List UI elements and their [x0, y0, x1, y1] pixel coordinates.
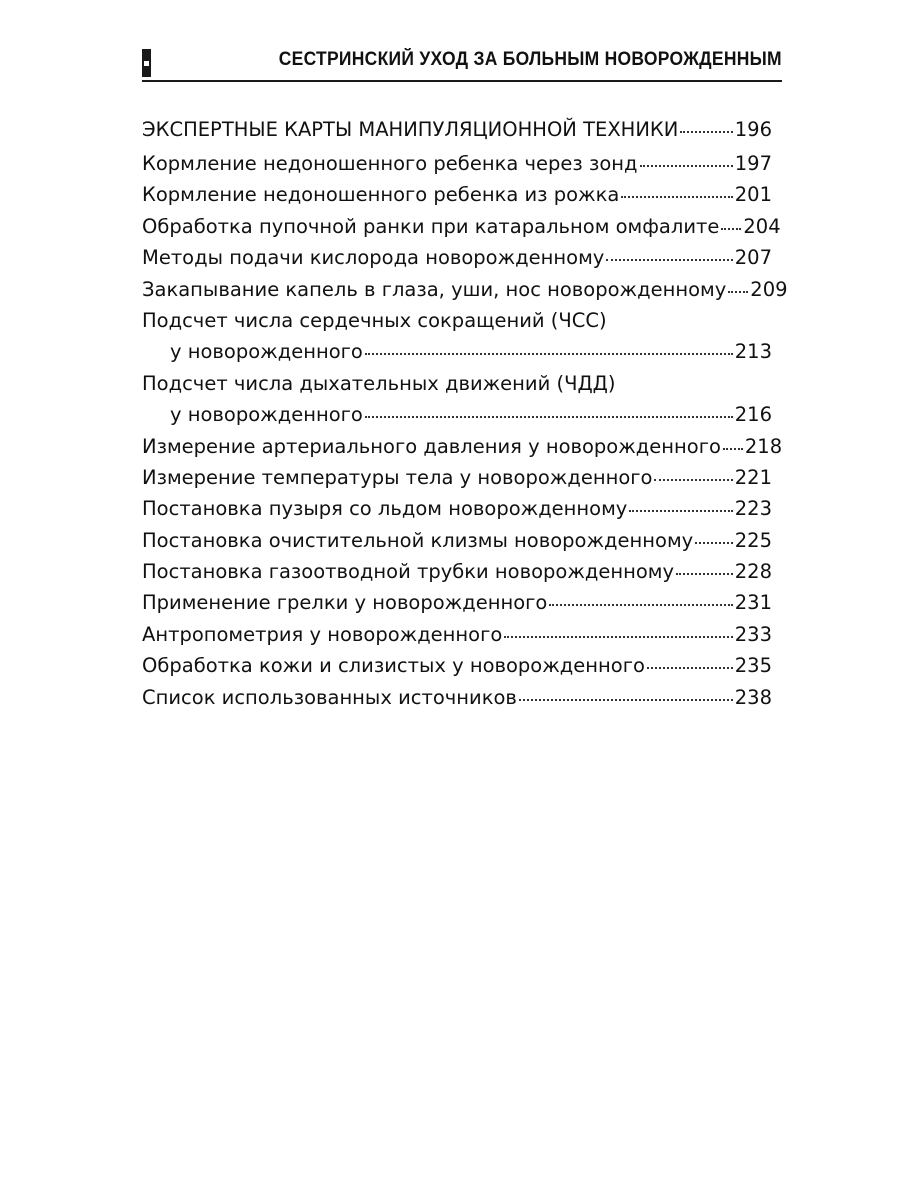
dot-leader: [606, 257, 732, 261]
toc-entry-title: Измерение артериального давления у новорожденного: [142, 434, 721, 458]
toc-page-number: 204: [743, 214, 781, 238]
toc-page-number: 218: [744, 434, 783, 458]
toc-entry: [142, 587, 772, 618]
toc-page-number: 213: [734, 340, 772, 364]
toc-entry-title: Измерение температуры тела у новорожденного: [142, 465, 653, 489]
toc-entry: [142, 112, 772, 148]
header-marker-icon: [142, 49, 151, 77]
header-rule: [142, 80, 782, 82]
toc-page-number: 197: [734, 152, 772, 175]
toc-entry-title: Постановка газоотводной трубки новорожденному: [142, 560, 675, 584]
toc-entry-title: Постановка очистительной клизмы новорожденному: [142, 528, 694, 552]
toc-entry-title: Методы подачи кислорода новорожденному: [142, 246, 605, 270]
header-title: СЕСТРИНСКИЙ УХОД ЗА БОЛЬНЫМ НОВОРОЖДЕННЫМ: [278, 49, 782, 70]
toc-entry: [142, 211, 781, 242]
dot-leader: [621, 194, 732, 198]
table-of-contents: [142, 112, 788, 713]
toc-entry: [142, 274, 788, 305]
toc-entry-title: Постановка пузыря со льдом новорожденному: [142, 497, 628, 521]
toc-page-number: 201: [734, 183, 772, 207]
toc-entry-title: Кормление недоношенного ребенка из рожка: [142, 183, 620, 207]
dot-leader: [680, 129, 732, 133]
dot-leader: [365, 351, 733, 355]
dot-leader: [676, 571, 733, 575]
dot-leader: [549, 602, 732, 606]
dot-leader: [519, 697, 733, 701]
toc-entry: [142, 650, 772, 681]
toc-entry: [142, 368, 772, 399]
toc-entry-title-continuation: у новорожденного: [170, 403, 363, 427]
toc-page-number: 238: [734, 685, 772, 709]
toc-entry: [142, 305, 772, 336]
dot-leader: [721, 226, 741, 230]
toc-page-number: 235: [734, 654, 772, 678]
toc-entry: [142, 242, 772, 273]
toc-entry: [142, 556, 772, 587]
toc-entry-continuation: [142, 336, 772, 367]
dot-leader: [504, 634, 732, 638]
dot-leader: [728, 289, 748, 293]
toc-page-number: 207: [734, 246, 772, 270]
toc-page-number: 209: [750, 277, 788, 301]
toc-entry: [142, 619, 772, 650]
toc-entry-title: Закапывание капель в глаза, уши, нос новорожденному: [142, 277, 727, 301]
toc-entry-title: Кормление недоношенного ребенка через зонд: [142, 152, 638, 175]
dot-leader: [640, 163, 733, 167]
toc-entry-title: ЭКСПЕРТНЫЕ КАРТЫ МАНИПУЛЯЦИОННОЙ ТЕХНИКИ: [142, 118, 679, 141]
toc-page-number: 233: [734, 622, 772, 646]
toc-page-number: 225: [734, 528, 772, 552]
toc-entry: [142, 462, 772, 493]
toc-entry-title: Применение грелки у новорожденного: [142, 591, 548, 615]
dot-leader: [654, 477, 732, 481]
toc-entry-title: Обработка кожи и слизистых у новорожденного: [142, 654, 645, 678]
toc-entry: [142, 493, 772, 524]
dot-leader: [647, 665, 733, 669]
toc-page-number: 216: [734, 403, 772, 427]
toc-entry-title: Подсчет числа дыхательных движений (ЧДД): [142, 371, 616, 395]
toc-entry: [142, 682, 772, 713]
dot-leader: [723, 446, 743, 450]
dot-leader: [695, 540, 733, 544]
toc-entry-continuation: [142, 399, 772, 430]
toc-entry-title-continuation: у новорожденного: [170, 340, 363, 364]
toc-entry: [142, 431, 783, 462]
toc-entry: [142, 179, 772, 210]
toc-entry-title: Антропометрия у новорожденного: [142, 622, 503, 646]
toc-page-number: 196: [734, 118, 772, 141]
running-header: [142, 44, 782, 82]
dot-leader: [365, 414, 733, 418]
dot-leader: [629, 508, 732, 512]
toc-entry-title: Обработка пупочной ранки при катаральном омфалите: [142, 214, 720, 238]
toc-page-number: 223: [734, 497, 772, 521]
toc-entry: [142, 525, 772, 556]
toc-entry-title: Подсчет числа сердечных сокращений (ЧСС): [142, 308, 607, 332]
toc-page-number: 221: [734, 465, 772, 489]
toc-entry: [142, 148, 772, 179]
toc-page-number: 228: [734, 560, 772, 584]
toc-entry-title: Список использованных источников: [142, 685, 517, 709]
toc-page-number: 231: [734, 591, 772, 615]
